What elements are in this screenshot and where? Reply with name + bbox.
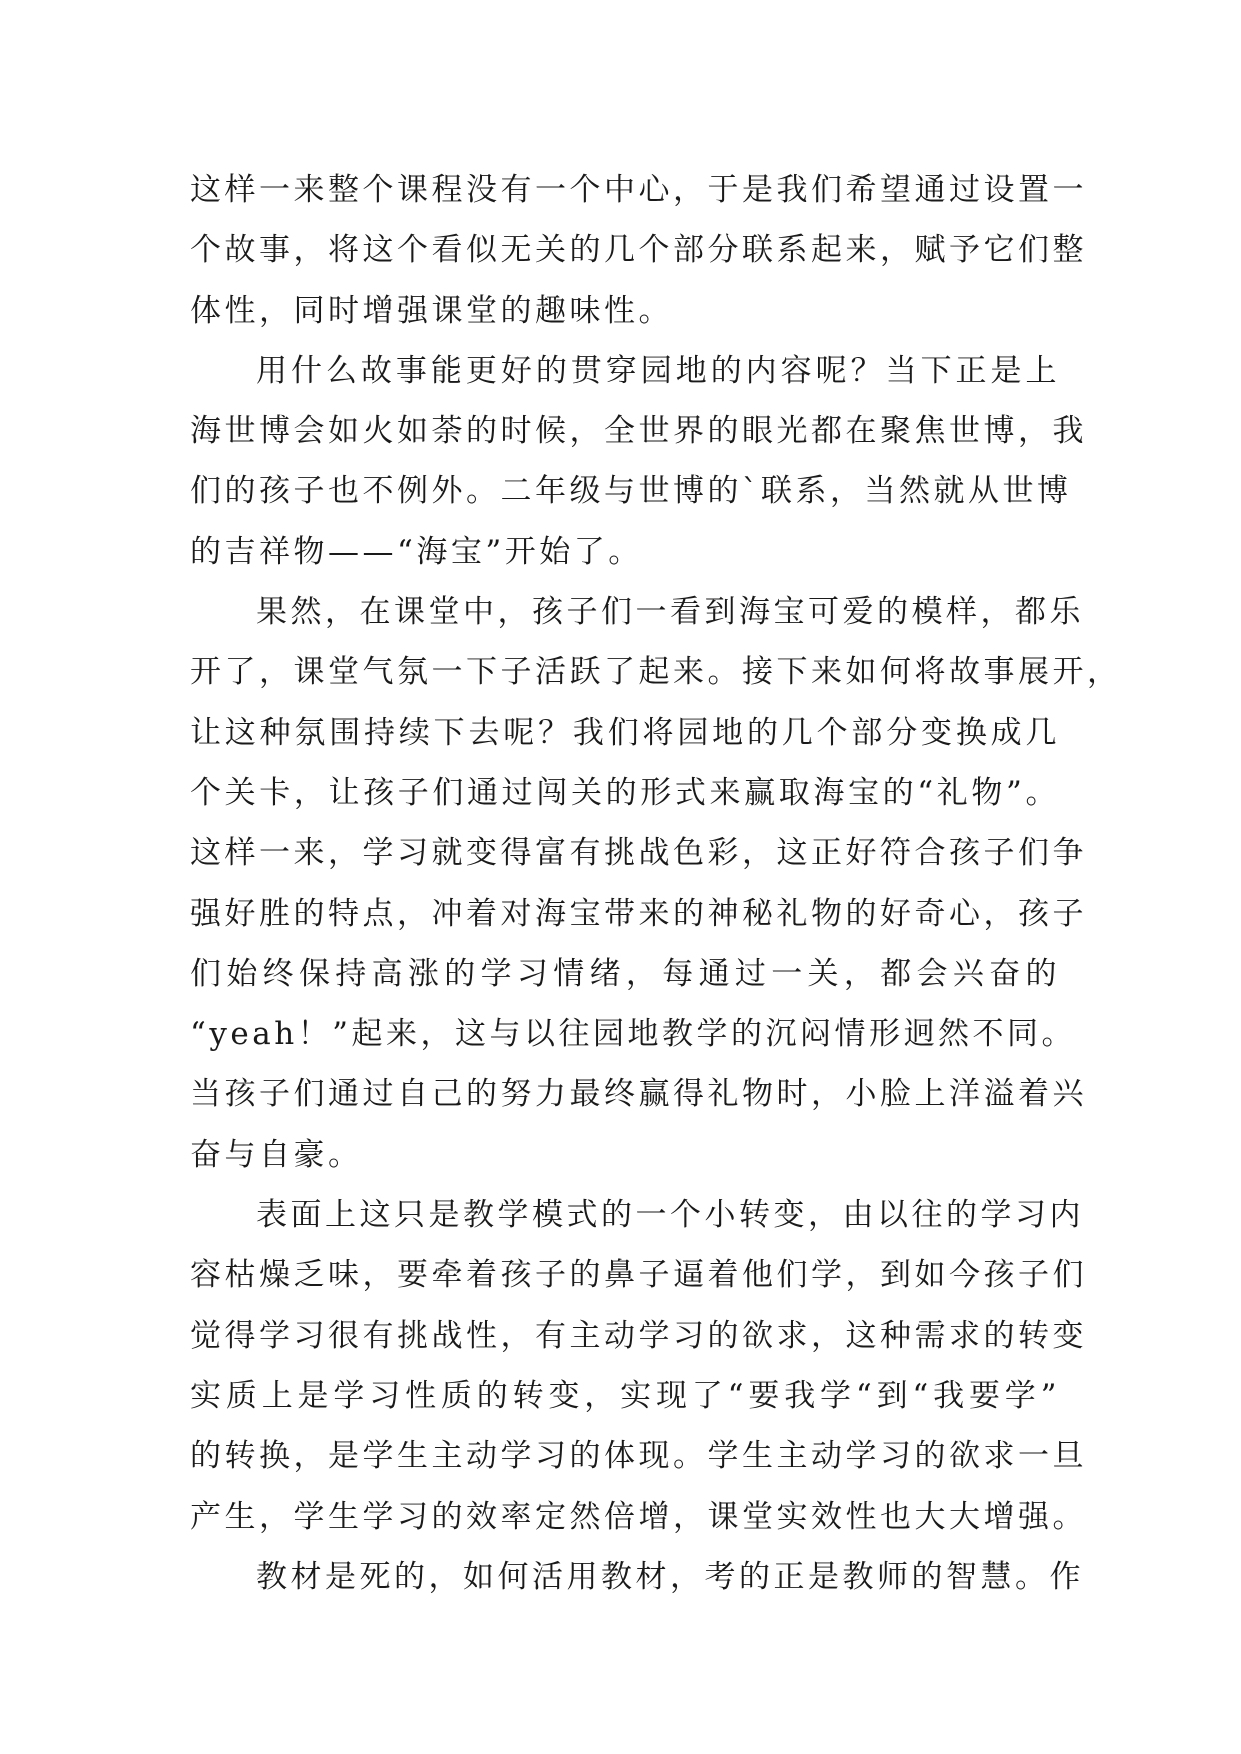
text-line: 个关卡，让孩子们通过闯关的形式来赢取海宝的“礼物”。	[190, 774, 1060, 811]
text-line: 这样一来整个课程没有一个中心，于是我们希望通过设置一	[190, 172, 1087, 208]
text-line: 产生，学生学习的效率定然倍增，课堂实效性也大大增强。	[190, 1498, 1087, 1535]
body-text	[190, 160, 1122, 1607]
text-line: 海世博会如火如荼的时候，全世界的眼光都在聚焦世博，我	[190, 413, 1087, 450]
text-line: 让这种氛围持续下去呢？我们将园地的几个部分变换成几	[190, 714, 1060, 751]
text-line: 当孩子们通过自己的努力最终赢得礼物时，小脸上洋溢着兴	[190, 1076, 1087, 1113]
text-line: 的转换，是学生主动学习的体现。学生主动学习的欲求一旦	[190, 1438, 1087, 1475]
text-line: 实质上是学习性质的转变，实现了“要我学“到“我要学”	[190, 1377, 1060, 1414]
text-line: 教材是死的，如何活用教材，考的正是教师的智慧。作	[256, 1558, 1084, 1595]
text-line: 奋与自豪。	[190, 1136, 363, 1173]
text-line: 们始终保持高涨的学习情绪，每通过一关，都会兴奋的	[190, 955, 1060, 992]
text-line: 个故事，将这个看似无关的几个部分联系起来，赋予它们整	[190, 232, 1087, 269]
text-line: 觉得学习很有挑战性，有主动学习的欲求，这种需求的转变	[190, 1317, 1087, 1354]
text-line: 体性，同时增强课堂的趣味性。	[190, 292, 673, 329]
text-line: 强好胜的特点，冲着对海宝带来的神秘礼物的好奇心，孩子	[190, 895, 1087, 932]
text-line: 容枯燥乏味，要牵着孩子的鼻子逼着他们学，到如今孩子们	[190, 1257, 1087, 1294]
text-line: 开了，课堂气氛一下子活跃了起来。接下来如何将故事展开，	[190, 654, 1122, 691]
text-line: 的吉祥物——“海宝”开始了。	[190, 533, 643, 570]
text-line: 表面上这只是教学模式的一个小转变，由以往的学习内	[256, 1197, 1084, 1234]
text-line: 用什么故事能更好的贯穿园地的内容呢？当下正是上	[256, 352, 1060, 389]
text-line: 果然，在课堂中，孩子们一看到海宝可爱的模样，都乐	[256, 594, 1084, 631]
text-line: 们的孩子也不例外。二年级与世博的`联系，当然就从世博	[190, 473, 1072, 510]
text-line: 这样一来，学习就变得富有挑战色彩，这正好符合孩子们争	[190, 835, 1087, 872]
text-line: “yeah！”起来，这与以往园地教学的沉闷情形迥然不同。	[190, 1016, 1077, 1053]
